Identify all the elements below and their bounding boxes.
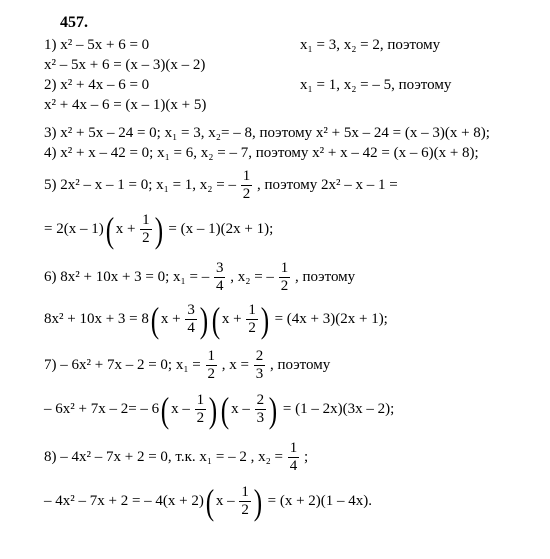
fraction-one-half: $\frac{1}{2}$	[248, 302, 256, 336]
item-3-line: 3) x² + 5x – 24 = 0; x₁ = 3, x₂= – 8, поэтому x² + 5x – 24 = (x – 3)(x + 8);	[44, 125, 490, 141]
fraction-two-thirds: $\frac{2}{3}$	[256, 392, 265, 426]
item-8-line-2: – 4x² – 7x + 2 = – 4(x + 2)( x – $\frac{1}{2}$ ) = (x + 2)(1 – 4x).	[44, 481, 373, 522]
item-2-roots: x₁ = 1, x₂ = – 5, поэтому	[300, 77, 452, 93]
item-8-line-1: 8) – 4x² – 7x + 2 = 0, т.к. x₁ = – 2 , x₂ = $\frac{1}{4}$ ;	[44, 440, 309, 474]
fraction-one-half: $\frac{1}{2}$	[196, 392, 205, 426]
item-1-equation: 1) x² – 5x + 6 = 0	[44, 37, 150, 53]
item-5-tail: , поэтому 2x² – x – 1 =	[257, 176, 398, 193]
fraction-three-quarters: $\frac{3}{4}$	[187, 302, 195, 336]
item-6-line-2: 8x² + 10x + 3 = 8( x + $\frac{3}{4}$ ) ( x + $\frac{1}{2}$ ) = (4x + 3)(2x + 1);	[44, 299, 388, 340]
fraction-one-half: $\frac{1}{2}$	[280, 260, 289, 294]
fraction-one-half: $\frac{1}{2}$	[142, 212, 150, 246]
item-7-line-1: 7) – 6x² + 7x – 2 = 0; x₁ = $\frac{1}{2}$ , x = $\frac{2}{3}$ , поэтому	[44, 348, 331, 382]
item-4-line: 4) x² + x – 42 = 0; x₁ = 6, x₂ = – 7, поэтому x² + x – 42 = (x – 6)(x + 8);	[44, 145, 479, 161]
fraction-three-quarters: $\frac{3}{4}$	[215, 260, 224, 294]
fraction-two-thirds: $\frac{2}{3}$	[255, 348, 264, 382]
item-5-line-2: = 2(x – 1)( x + $\frac{1}{2}$ ) = (x – 1)(2x + 1);	[44, 209, 274, 250]
item-2-factorization: x² + 4x – 6 = (x – 1)(x + 5)	[44, 97, 207, 113]
problem-number: 457.	[60, 14, 88, 31]
item-5-line-1	[44, 168, 398, 203]
item-7-line-2: – 6x² + 7x – 2= – 6( x – $\frac{1}{2}$ ) ( x – $\frac{2}{3}$ ) = (1 – 2x)(3x – 2);	[44, 389, 395, 430]
fraction-one-half: $\frac{1}{2}$	[241, 484, 249, 518]
item-1-roots: x₁ = 3, x₂ = 2, поэтому	[300, 37, 441, 53]
fraction-one-quarter: $\frac{1}{4}$	[289, 440, 298, 474]
fraction-one-half: $\frac{1}{2}$	[242, 168, 251, 202]
item-1-factorization: x² – 5x + 6 = (x – 3)(x – 2)	[44, 57, 206, 73]
item-5-head: 5) 2x² – x – 1 = 0; x₁ = 1, x₂ = –	[44, 176, 236, 193]
item-2-equation: 2) x² + 4x – 6 = 0	[44, 77, 150, 93]
item-6-line-1: 6) 8x² + 10x + 3 = 0; x₁ = – $\frac{3}{4}$ , x₂ = – $\frac{1}{2}$ , поэтому	[44, 260, 356, 294]
fraction-one-half: $\frac{1}{2}$	[207, 348, 216, 382]
